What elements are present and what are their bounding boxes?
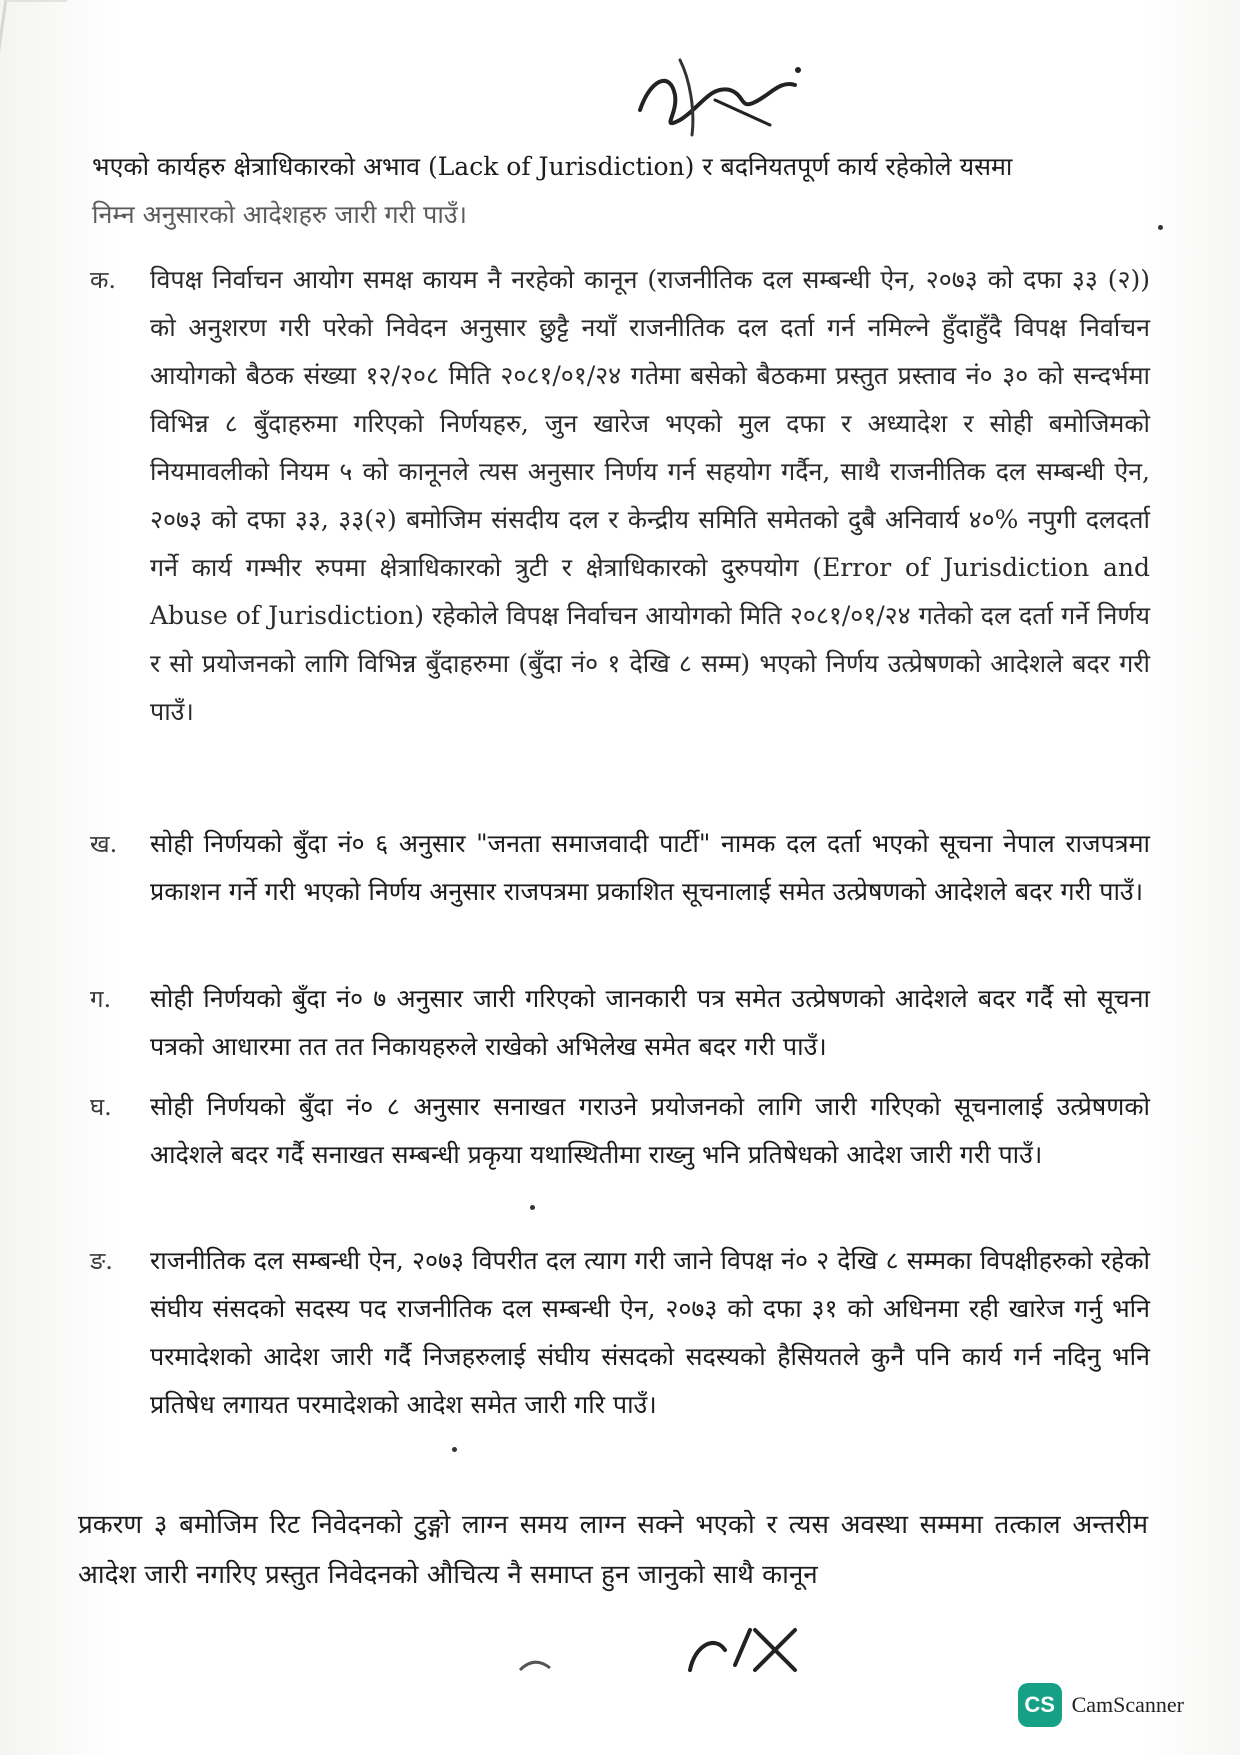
- item-text-gha: सोही निर्णयको बुँदा नं० ८ अनुसार सनाखत गराउने प्रयोजनको लागि जारी गरिएको सूचनालाई उत्प्रेषणको आदेशले बदर गर्दै सनाखत सम्बन्धी प्रकृया यथास्थितीमा राख्नु भनि प्रतिषेधको आदेश जारी गरी पाउँ।: [150, 1092, 1150, 1169]
- closing-paragraph: प्रकरण ३ बमोजिम रिट निवेदनको टुङ्गो लाग्न समय लाग्न सक्ने भएको र त्यस अवस्था सम्ममा तत्काल अन्तरीम आदेश जारी नगरिए प्रस्तुत निवेदनको औचित्य नै समाप्त हुन जानुको साथै कानून: [78, 1510, 1148, 1590]
- item-text-ga: सोही निर्णयको बुँदा नं० ७ अनुसार जारी गरिएको जानकारी पत्र समेत उत्प्रेषणको आदेशले बदर गर्दै सो सूचना पत्रको आधारमा तत तत निकायहरुले राखेको अभिलेख समेत बदर गरी पाउँ।: [150, 984, 1150, 1061]
- intro-line-2: निम्न अनुसारको आदेशहरु जारी गरी पाउँ।: [92, 200, 468, 229]
- item-label-nga: ङ.: [90, 1247, 113, 1275]
- signature-bottom: [510, 1610, 830, 1680]
- speck-mark: [1158, 225, 1163, 230]
- item-label-gha: घ.: [90, 1093, 112, 1121]
- item-label-kha: ख.: [90, 830, 118, 858]
- camscanner-logo-icon: CS: [1018, 1683, 1062, 1727]
- item-text-ka: विपक्ष निर्वाचन आयोग समक्ष कायम नै नरहेको कानून (राजनीतिक दल सम्बन्धी ऐन, २०७३ को दफा ३३ (२)) को अनुशरण गरी परेको निवेदन अनुसार छुट्टै नयाँ राजनीतिक दल दर्ता गर्न नमिल्ने हुँदाहुँदै विपक्ष निर्वाचन आयोगको बैठक संख्या १२/२०८ मिति २०८१/०१/२४ गतेमा बसेको बैठकमा प्रस्तुत प्रस्ताव नं० ३० को सन्दर्भमा विभिन्न ८ बुँदाहरुमा गरिएको निर्णयहरु, जुन खारेज भएको मुल दफा र अध्यादेश र सोही बमोजिमको नियमावलीको नियम ५ को कानूनले त्यस अनुसार निर्णय गर्न सहयोग गर्दैन, साथै राजनीतिक दल सम्बन्धी ऐन, २०७३ को दफा ३३, ३३(२) बमोजिम संसदीय दल र केन्द्रीय समिति समेतको दुबै अनिवार्य ४०% नपुगी दलदर्ता गर्ने कार्य गम्भीर रुपमा क्षेत्राधिकारको त्रुटी र क्षेत्राधिकारको दुरुपयोग (Error of Jurisdiction and Abuse of Jurisdiction) रहेकोले विपक्ष निर्वाचन आयोगको मिति २०८१/०१/२४ गतेको दल दर्ता गर्ने निर्णय र सो प्रयोजनको लागि विभिन्न बुँदाहरुमा (बुँदा नं० १ देखि ८ सम्म) भएको निर्णय उत्प्रेषणको आदेशले बदर गरी पाउँ।: [150, 265, 1150, 726]
- item-label-ga: ग.: [90, 985, 112, 1013]
- camscanner-brand-text: CamScanner: [1071, 1692, 1184, 1717]
- speck-mark: [452, 1447, 457, 1452]
- speck-mark: [530, 1205, 535, 1210]
- intro-paragraph: [92, 143, 1132, 239]
- item-text-kha: सोही निर्णयको बुँदा नं० ६ अनुसार "जनता समाजवादी पार्टी" नामक दल दर्ता भएको सूचना नेपाल राजपत्रमा प्रकाशन गर्ने गरी भएको निर्णय अनुसार राजपत्रमा प्रकाशित सूचनालाई समेत उत्प्रेषणको आदेशले बदर गरी पाउँ।: [150, 829, 1150, 906]
- camscanner-watermark: [1018, 1683, 1184, 1727]
- scan-edge-shadow: [0, 0, 67, 62]
- item-text-nga: राजनीतिक दल सम्बन्धी ऐन, २०७३ विपरीत दल त्याग गरी जाने विपक्ष नं० २ देखि ८ सम्मका विपक्षीहरुको रहेको संघीय संसदको सदस्य पद राजनीतिक दल सम्बन्धी ऐन, २०७३ को दफा ३१ को अधिनमा रही खारेज गर्नु भनि परमादेशको आदेश जारी गर्दै निजहरुलाई संघीय संसदको सदस्यको हैसियतले कुनै पनि कार्य गर्न नदिनु भनि प्रतिषेध लगायत परमादेशको आदेश समेत जारी गरि पाउँ।: [150, 1246, 1150, 1419]
- signature-top: [620, 40, 810, 150]
- item-label-ka: क.: [90, 266, 117, 294]
- intro-line-1: भएको कार्यहरु क्षेत्राधिकारको अभाव (Lack of Jurisdiction) र बदनियतपूर्ण कार्य रहेकोले यसमा: [92, 152, 1013, 181]
